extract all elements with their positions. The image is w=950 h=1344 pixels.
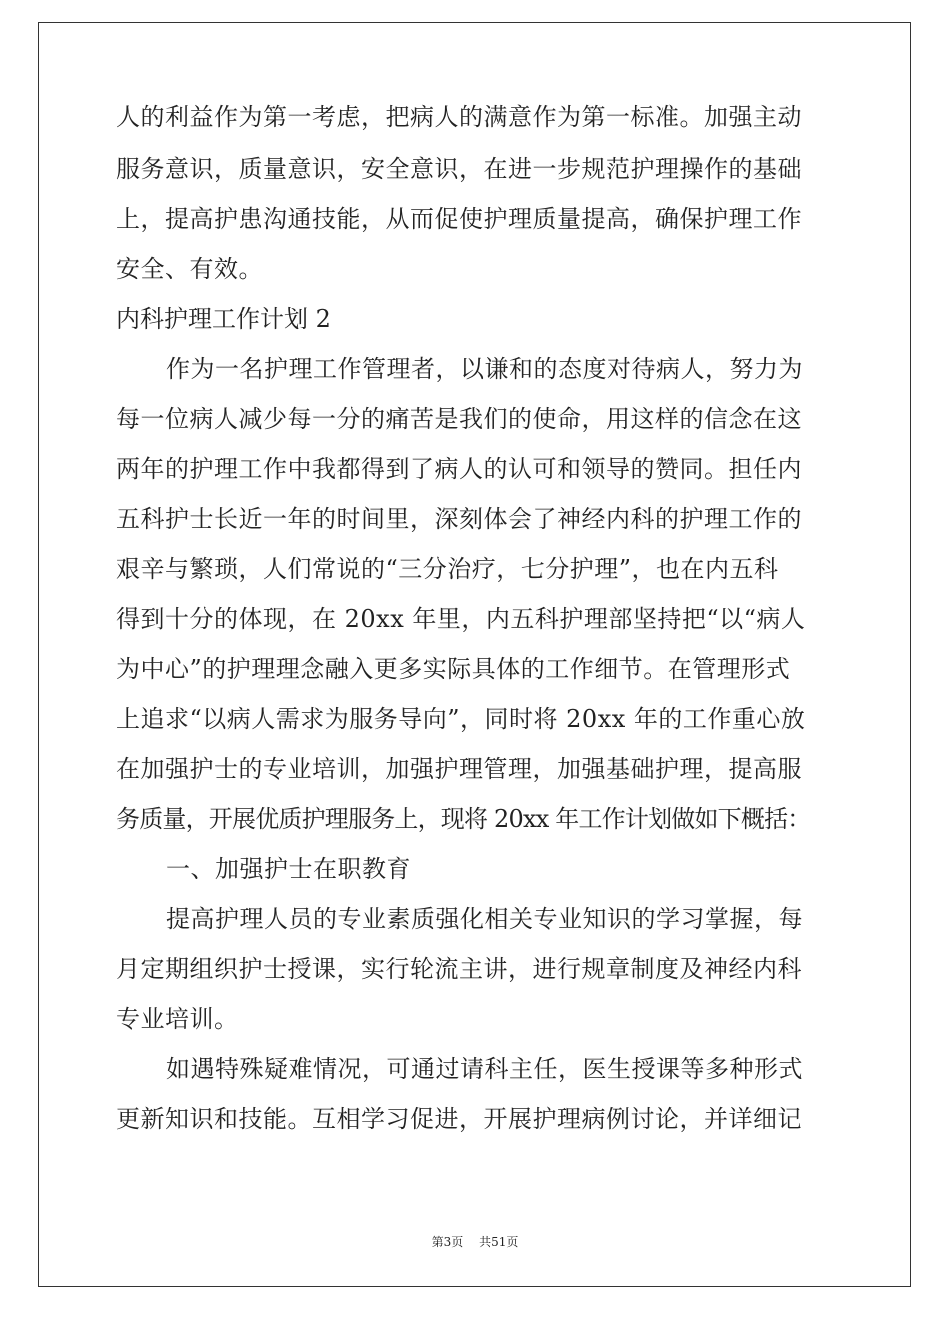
- paragraph-line: 五科护士长近一年的时间里，深刻体会了神经内科的护理工作的: [116, 505, 802, 533]
- paragraph-line: 如遇特殊疑难情况，可通过请科主任，医生授课等多种形式: [166, 1055, 803, 1083]
- paragraph-line: 为中心”的护理理念融入更多实际具体的工作细节。在管理形式: [116, 655, 791, 683]
- section-title: 内科护理工作计划 2: [116, 305, 331, 333]
- paragraph-line: 提高护理人员的专业素质强化相关专业知识的学习掌握，每: [166, 905, 803, 933]
- paragraph-line: 人的利益作为第一考虑，把病人的满意作为第一标准。加强主动: [116, 103, 802, 131]
- paragraph-line: 服务意识，质量意识，安全意识，在进一步规范护理操作的基础: [116, 155, 802, 183]
- page-footer: [0, 1233, 950, 1250]
- paragraph-line: 月定期组织护士授课，实行轮流主讲，进行规章制度及神经内科: [116, 955, 802, 983]
- paragraph-line: 专业培训。: [116, 1005, 239, 1033]
- subsection-heading: 一、加强护士在职教育: [166, 855, 411, 883]
- paragraph-line: 作为一名护理工作管理者，以谦和的态度对待病人，努力为: [166, 355, 803, 383]
- page-total: 共51页: [479, 1235, 519, 1249]
- paragraph-line: 上，提高护患沟通技能，从而促使护理质量提高，确保护理工作: [116, 205, 802, 233]
- paragraph-line: 每一位病人减少每一分的痛苦是我们的使命，用这样的信念在这: [116, 405, 802, 433]
- paragraph-line: 艰辛与繁琐，人们常说的“三分治疗，七分护理”，也在内五科: [116, 555, 779, 583]
- paragraph-line: 上追求“以病人需求为服务导向”，同时将 20xx 年的工作重心放: [116, 705, 806, 733]
- paragraph-line: 两年的护理工作中我都得到了病人的认可和领导的赞同。担任内: [116, 455, 802, 483]
- paragraph-line: 安全、有效。: [116, 255, 263, 283]
- paragraph-line: 务质量，开展优质护理服务上，现将 20xx 年工作计划做如下概括：: [116, 805, 811, 833]
- paragraph-line: 更新知识和技能。互相学习促进，开展护理病例讨论，并详细记: [116, 1105, 802, 1133]
- page-number: 第3页: [431, 1235, 464, 1249]
- paragraph-line: 得到十分的体现，在 20xx 年里，内五科护理部坚持把“以“病人: [116, 605, 806, 633]
- paragraph-line: 在加强护士的专业培训，加强护理管理，加强基础护理，提高服: [116, 755, 802, 783]
